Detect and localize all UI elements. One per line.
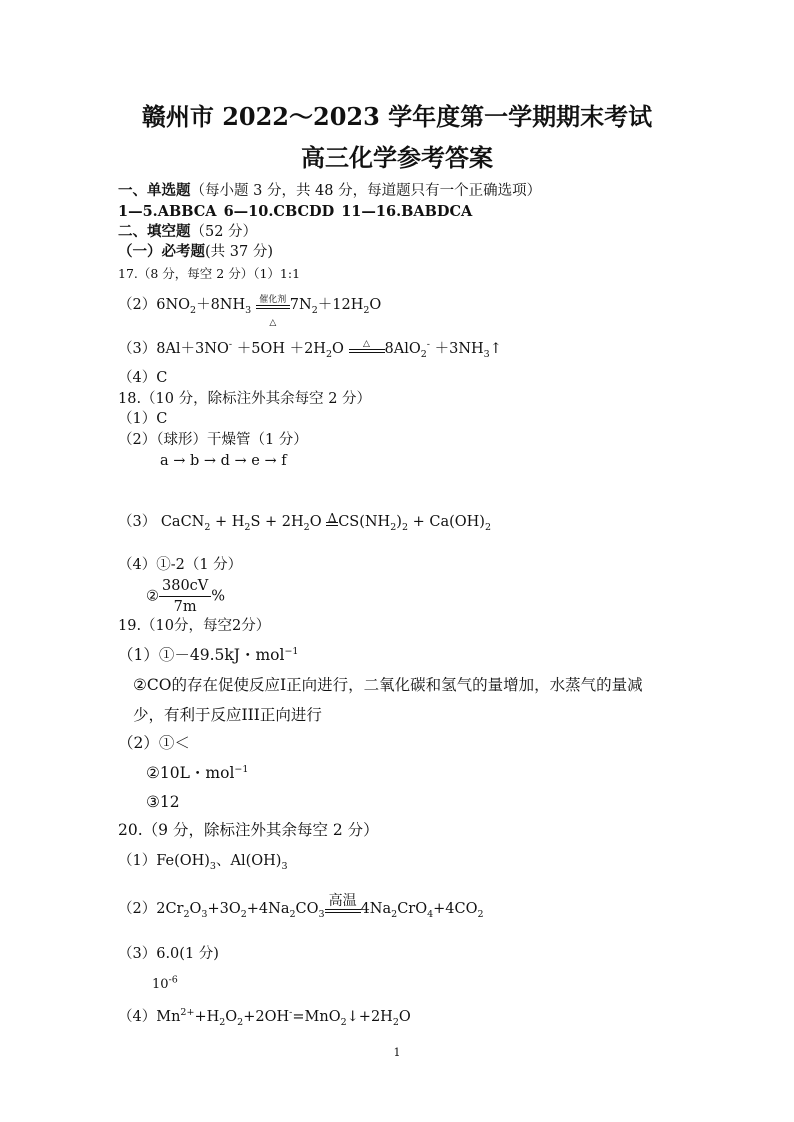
- section1-answers: 1—5.ABBCA 6—10.CBCDD 11—16.BABDCA: [118, 203, 473, 220]
- q18-header: 18.（10 分，除标注外其余每空 2 分）: [118, 391, 372, 407]
- q20-equation-4: $(4)Mn^{2+}+H_2O_2+2OH^-=MnO_2↓+2H_2O$: [118, 1007, 411, 1028]
- section1-heading: 一、单选题: [118, 182, 191, 199]
- reaction-condition-delta: Δ: [327, 511, 337, 525]
- page-number: 1: [393, 1046, 401, 1059]
- q18-answer-4-2: ② $\frac{380cV}{7m}$ %: [146, 578, 226, 615]
- q19-answer-1-2-continued: 少，有利于反应III正向进行: [133, 706, 322, 724]
- section1-heading-line: [118, 182, 541, 200]
- page-title: 赣州市 2022～2023 学年度第一学期期末考试: [141, 102, 653, 131]
- q17-equation-3: $(3)8Al+3NO^- +5OH +2H_2O$ △ $8AlO_2^- +3NH_3↑$: [118, 339, 502, 360]
- page-subtitle: 高三化学参考答案: [301, 143, 493, 172]
- q18-answer-2: （2）（球形）干燥管（1 分）: [118, 432, 308, 448]
- q19-answer-1-2: ②CO的存在促使反应Ⅰ正向进行，二氧化碳和氢气的量增加，水蒸气的量减: [133, 676, 643, 694]
- q19-answer-2-3: ③12: [146, 793, 180, 811]
- section1-note: （每小题 3 分，共 48 分，每道题只有一个正确选项）: [190, 183, 542, 199]
- section2-note: （52 分）: [190, 224, 258, 240]
- reaction-condition-high-temperature: 高温: [325, 912, 361, 913]
- reaction-condition-catalyst: 催化剂 △: [256, 308, 290, 309]
- q19-answer-1-1: （1）①－49.5kJ・mol$^{-1}$: [118, 645, 299, 664]
- section2-heading-line: [118, 223, 257, 241]
- q17-equation-2: $(2)6NO_2+8NH_3$ 催化剂 △ $7N_2+12H_2O$: [118, 295, 382, 328]
- q20-answer-3-b: $10^{-6}$: [152, 974, 178, 992]
- q18-equation-3: （3） CaCN$_2$ + $H_2S + 2H_2O$ Δ $CS(NH_2)_2 + Ca(OH)_2$: [118, 511, 491, 533]
- q19-answer-2-2: ②10L・mol$^{-1}$: [146, 763, 249, 782]
- subsection-heading: （一）必考题: [118, 243, 205, 260]
- q20-answer-1: $(1)Fe(OH)_3$、$Al(OH)_3$: [118, 853, 288, 872]
- q20-equation-2: $(2)2Cr_2O_3+3O_2+4Na_2CO_3$ 高温 $4Na_2CrO_4+4CO_2$: [118, 893, 484, 920]
- q19-answer-2-1: （2）①＜: [118, 734, 190, 752]
- q20-header: 20.（9 分，除标注外其余每空 2 分）: [118, 821, 379, 839]
- section2-heading: 二、填空题: [118, 223, 191, 240]
- q18-connection-order: a → b → d → e → f: [160, 453, 287, 469]
- reaction-condition-heat: △: [349, 352, 385, 353]
- q18-answer-4-1: （4）①-2（1 分）: [118, 557, 243, 573]
- q19-header: 19.（10分，每空2分）: [118, 618, 271, 634]
- subsection-note: (共 37 分): [205, 244, 273, 260]
- q17-header: 17.（8 分，每空 2 分）（1）1:1: [118, 266, 301, 281]
- fraction: $\frac{380cV}{7m}$: [159, 576, 211, 617]
- q20-answer-3: （3）6.0(1 分): [118, 946, 219, 962]
- q17-answer-4: （4）C: [118, 370, 168, 386]
- q18-answer-1: （1）C: [118, 411, 168, 427]
- subsection-heading-line: [118, 243, 273, 261]
